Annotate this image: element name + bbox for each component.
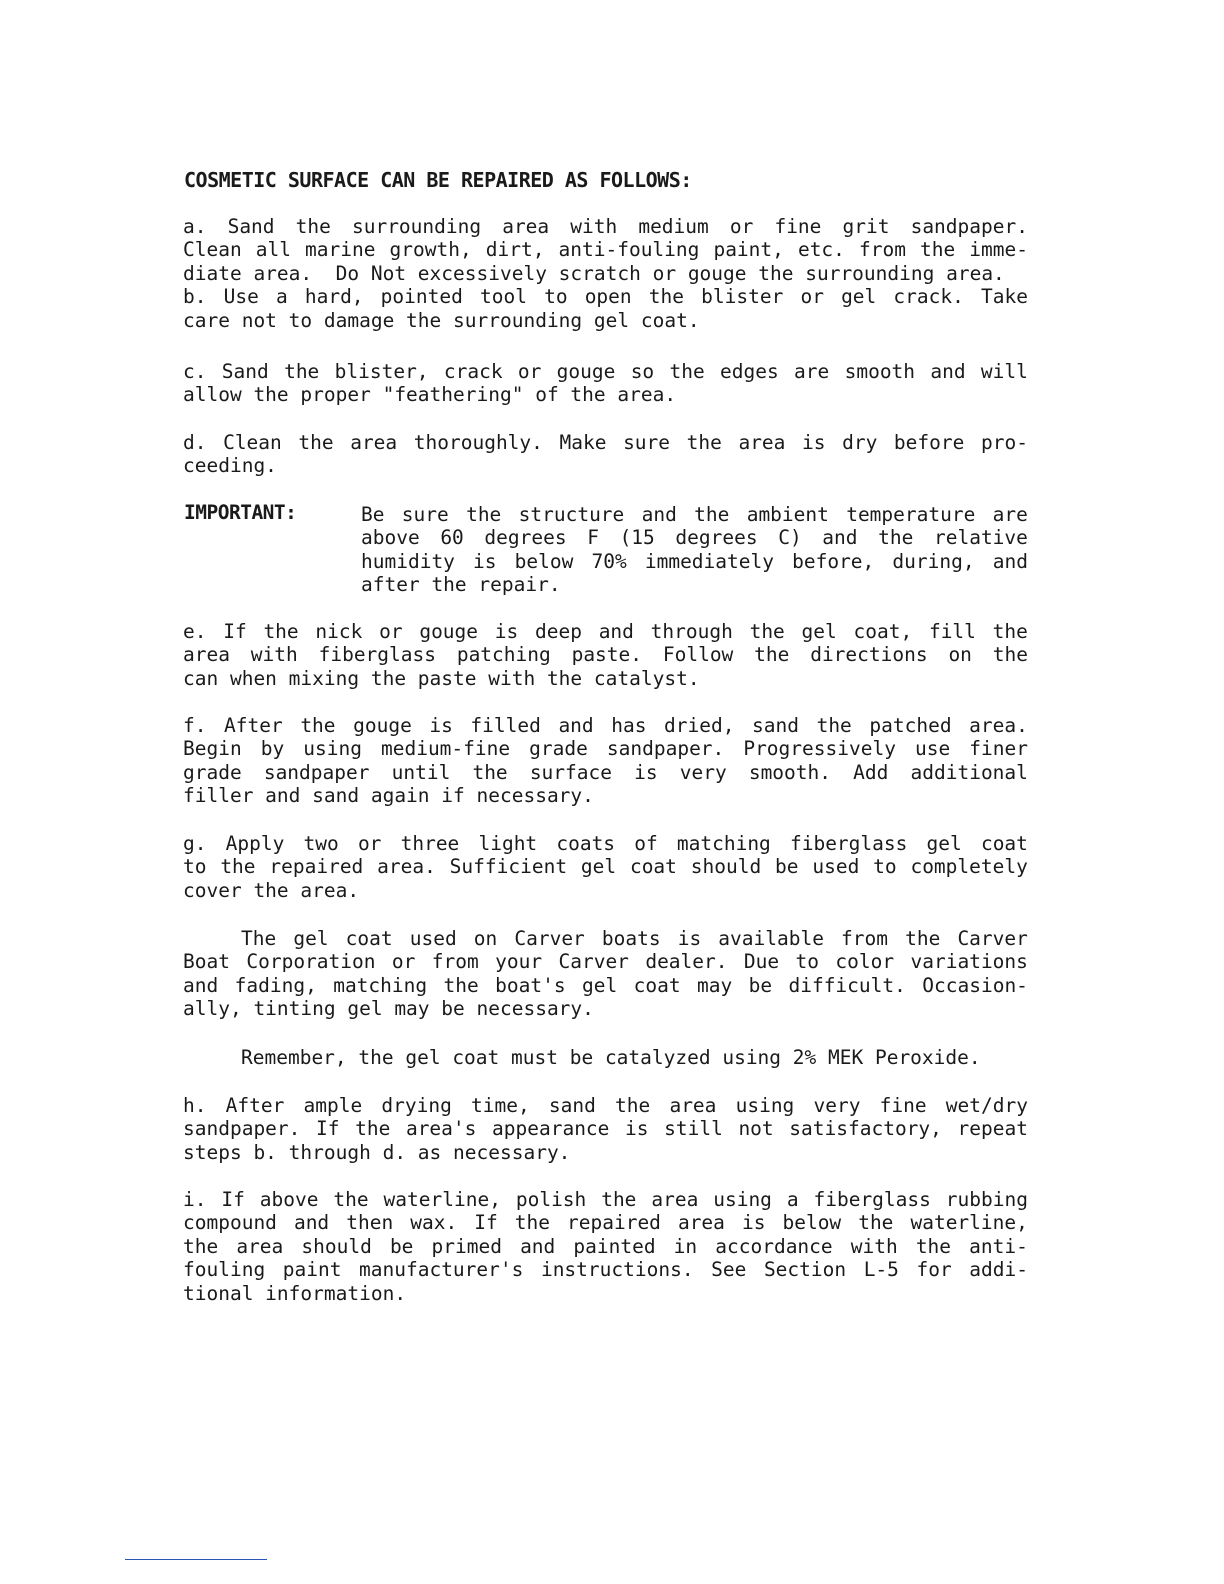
text-line: Boat Corporation or from your Carver dealer. Due to color variations [183, 950, 1028, 974]
text-line: f. After the gouge is filled and has dried, sand the patched area. [183, 714, 1028, 737]
text-line: e. If the nick or gouge is deep and through the gel coat, fill the [183, 620, 1028, 643]
text-line: above 60 degrees F (15 degrees C) and the relative [361, 526, 1028, 550]
paragraph-step-h [183, 1094, 1028, 1164]
text-line: d. Clean the area thoroughly. Make sure the area is dry before pro- [183, 431, 1028, 454]
text-line: fouling paint manufacturer's instructions. See Section L-5 for addi- [183, 1258, 1028, 1282]
text-line: b. Use a hard, pointed tool to open the blister or gel crack. Take [183, 285, 1028, 309]
text-line: can when mixing the paste with the catalyst. [183, 666, 700, 690]
paragraph-step-d [183, 431, 1028, 478]
text-line: humidity is below 70% immediately before, during, and [361, 549, 1028, 573]
text-line: after the repair. [361, 573, 561, 597]
text-line: Clean all marine growth, dirt, anti-fouling paint, etc. from the imme- [183, 238, 1028, 262]
text-line: and fading, matching the boat's gel coat may be difficult. Occasion- [183, 973, 1028, 997]
paragraph-carver-gel-coat [183, 927, 1028, 1021]
paragraph-remember [183, 1046, 1028, 1069]
text-line: tional information. [183, 1281, 407, 1305]
paragraph-steps-a-b [183, 215, 1028, 332]
paragraph-step-c [183, 360, 1028, 407]
text-line: cover the area. [183, 878, 360, 902]
important-note [361, 503, 1028, 597]
paragraph-step-i [183, 1188, 1028, 1305]
section-heading: COSMETIC SURFACE CAN BE REPAIRED AS FOLLOWS: [184, 168, 692, 192]
text-line: care not to damage the surrounding gel coat. [183, 308, 700, 332]
text-line: diate area. Do Not excessively scratch or gouge the surrounding area. [183, 261, 1005, 285]
text-line: steps b. through d. as necessary. [183, 1140, 571, 1164]
paragraph-step-g [183, 832, 1028, 902]
text-line: grade sandpaper until the surface is very smooth. Add additional [183, 760, 1028, 784]
text-line: The gel coat used on Carver boats is available from the Carver [241, 927, 1028, 950]
paragraph-step-f [183, 714, 1028, 808]
text-line: compound and then wax. If the repaired area is below the waterline, [183, 1211, 1028, 1235]
text-line: i. If above the waterline, polish the area using a fiberglass rubbing [183, 1188, 1028, 1211]
text-line: the area should be primed and painted in accordance with the anti- [183, 1234, 1028, 1258]
text-line: sandpaper. If the area's appearance is still not satisfactory, repeat [183, 1117, 1028, 1141]
text-line: c. Sand the blister, crack or gouge so the edges are smooth and will [183, 360, 1028, 383]
text-line: a. Sand the surrounding area with medium or fine grit sandpaper. [183, 215, 1028, 238]
text-line: filler and sand again if necessary. [183, 784, 594, 808]
text-line: h. After ample drying time, sand the area using very fine wet/dry [183, 1094, 1028, 1117]
text-line: ally, tinting gel may be necessary. [183, 997, 594, 1021]
text-line: to the repaired area. Sufficient gel coat should be used to completely [183, 855, 1028, 879]
important-label: IMPORTANT: [184, 501, 297, 524]
text-line: Begin by using medium-fine grade sandpaper. Progressively use finer [183, 737, 1028, 761]
text-line: allow the proper "feathering" of the area. [183, 383, 677, 407]
text-line: Remember, the gel coat must be catalyzed using 2% MEK Peroxide. [241, 1046, 981, 1069]
footnote-rule [125, 1559, 267, 1560]
text-line: Be sure the structure and the ambient temperature are [361, 503, 1028, 526]
text-line: ceeding. [183, 454, 277, 478]
text-line: g. Apply two or three light coats of matching fiberglass gel coat [183, 832, 1028, 855]
paragraph-step-e [183, 620, 1028, 690]
text-line: area with fiberglass patching paste. Follow the directions on the [183, 643, 1028, 667]
